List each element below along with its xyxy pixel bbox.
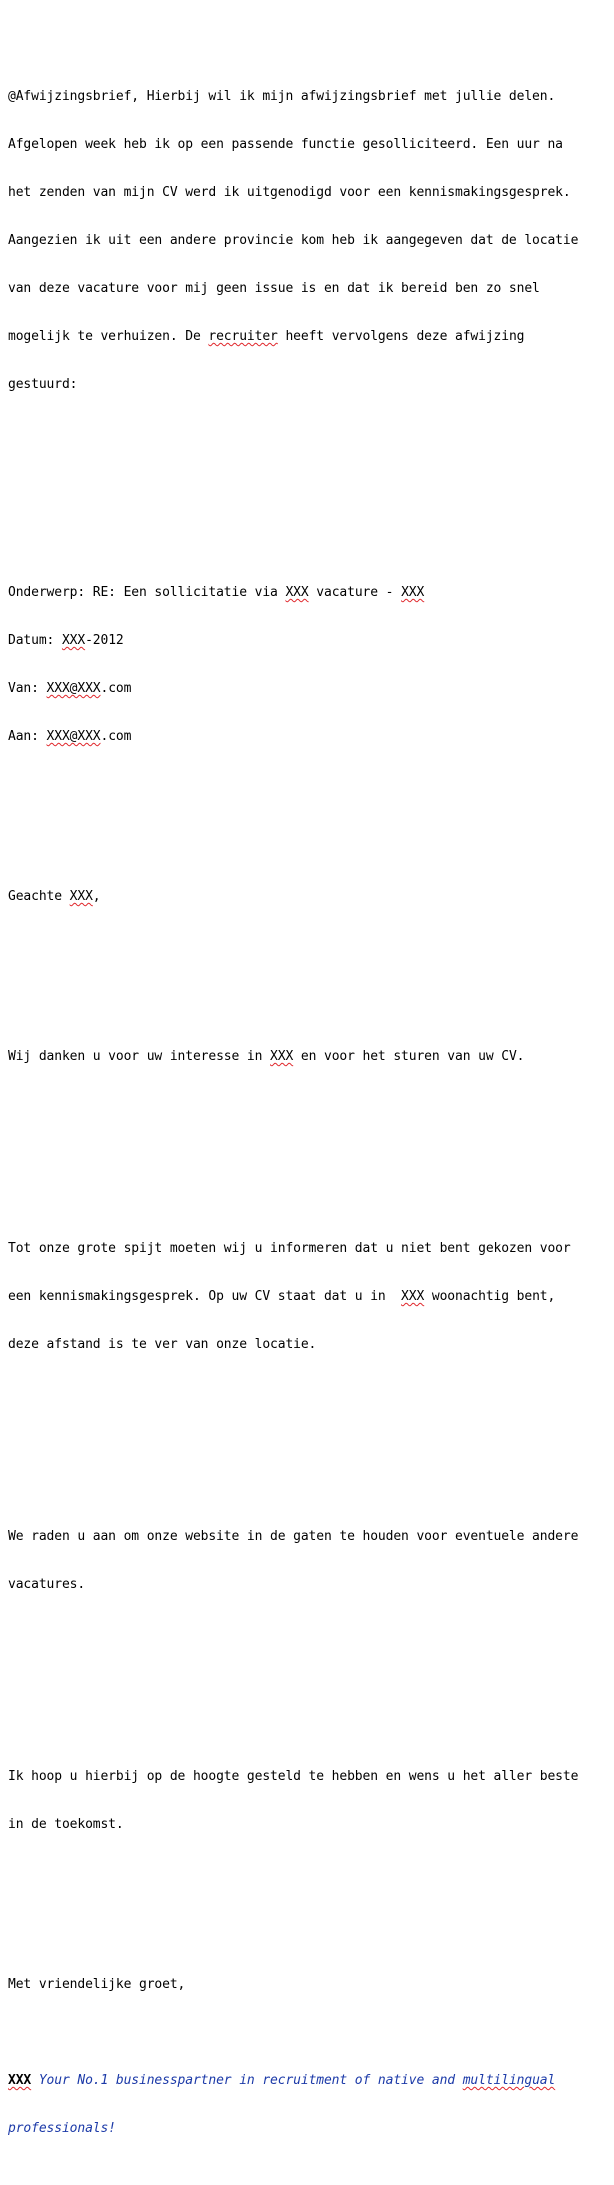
blank-line [8, 1673, 612, 1689]
intro-line: mogelijk te verhuizen. De recruiter heeft vervolgens deze afwijzing [8, 329, 525, 344]
intro-line: van deze vacature voor mij geen issue is en dat ik bereid ben zo snel [8, 281, 540, 296]
email-document [8, 9, 612, 2185]
body-line: Tot onze grote spijt moeten wij u informeren dat u niet bent gekozen voor [8, 1241, 571, 1256]
body-line: deze afstand is te ver van onze locatie. [8, 1337, 317, 1352]
blank-line [8, 1913, 612, 1929]
misspelled-word[interactable]: XXX [61, 633, 86, 648]
blank-line [8, 1433, 612, 1449]
misspelled-word[interactable]: XXX@XXX [46, 681, 101, 696]
body-line: We raden u aan om onze website in de gaten te houden voor eventuele andere [8, 1529, 579, 1544]
intro-line: het zenden van mijn CV werd ik uitgenodigd voor een kennismakingsgesprek. [8, 185, 571, 200]
body-line: Ik hoop u hierbij op de hoogte gesteld te hebben en wens u het aller beste [8, 1769, 579, 1784]
misspelled-word[interactable]: XXX [401, 1289, 425, 1304]
email-date: Datum: XXX-2012 [8, 633, 124, 648]
intro-line: gestuurd: [8, 377, 78, 392]
intro-line: Afgelopen week heb ik op een passende functie gesolliciteerd. Een uur na [8, 137, 563, 152]
misspelled-word[interactable]: XXX [69, 889, 93, 904]
email-from: Van: XXX@XXX.com [8, 681, 132, 696]
body-line: Wij danken u voor uw interesse in XXX en voor het sturen van uw CV. [8, 1049, 525, 1064]
misspelled-word[interactable]: XXX [270, 1049, 294, 1064]
email-to: Aan: XXX@XXX.com [8, 729, 132, 744]
body-paragraph-2 [8, 1209, 612, 1385]
body-paragraph-4 [8, 1737, 612, 1865]
body-line: vacatures. [8, 1577, 86, 1592]
body-line: een kennismakingsgesprek. Op uw CV staat dat u in XXX woonachtig bent, [8, 1289, 556, 1304]
signature-tagline: professionals! [8, 2121, 116, 2136]
signature-name[interactable]: XXX [8, 2073, 32, 2088]
signature-tagline: Your No.1 businesspartner in recruitment of native and [31, 2073, 463, 2088]
blank-line [8, 473, 612, 489]
body-paragraph-3 [8, 1497, 612, 1625]
signature [8, 2041, 612, 2169]
intro-line: @Afwijzingsbrief, Hierbij wil ik mijn afwijzingsbrief met jullie delen. [8, 89, 556, 104]
intro-paragraph [8, 57, 612, 425]
closing: Met vriendelijke groet, [8, 1977, 186, 1992]
signature-line [8, 2073, 612, 2089]
misspelled-word[interactable]: XXX [401, 585, 425, 600]
body-paragraph-1 [8, 1017, 612, 1097]
misspelled-word[interactable]: XXX@XXX [46, 729, 101, 744]
blank-line [8, 1145, 612, 1161]
salutation: Geachte XXX, [8, 889, 101, 904]
email-header [8, 553, 612, 777]
blank-line [8, 825, 612, 841]
intro-line: Aangezien ik uit een andere provincie kom heb ik aangegeven dat de locatie [8, 233, 579, 248]
misspelled-word[interactable]: XXX [285, 585, 309, 600]
email-subject: Onderwerp: RE: Een sollicitatie via XXX vacature - XXX [8, 585, 425, 600]
body-line: in de toekomst. [8, 1817, 124, 1832]
blank-line [8, 953, 612, 969]
misspelled-word[interactable]: multilingual [462, 2073, 556, 2088]
misspelled-word[interactable]: recruiter [208, 329, 278, 344]
